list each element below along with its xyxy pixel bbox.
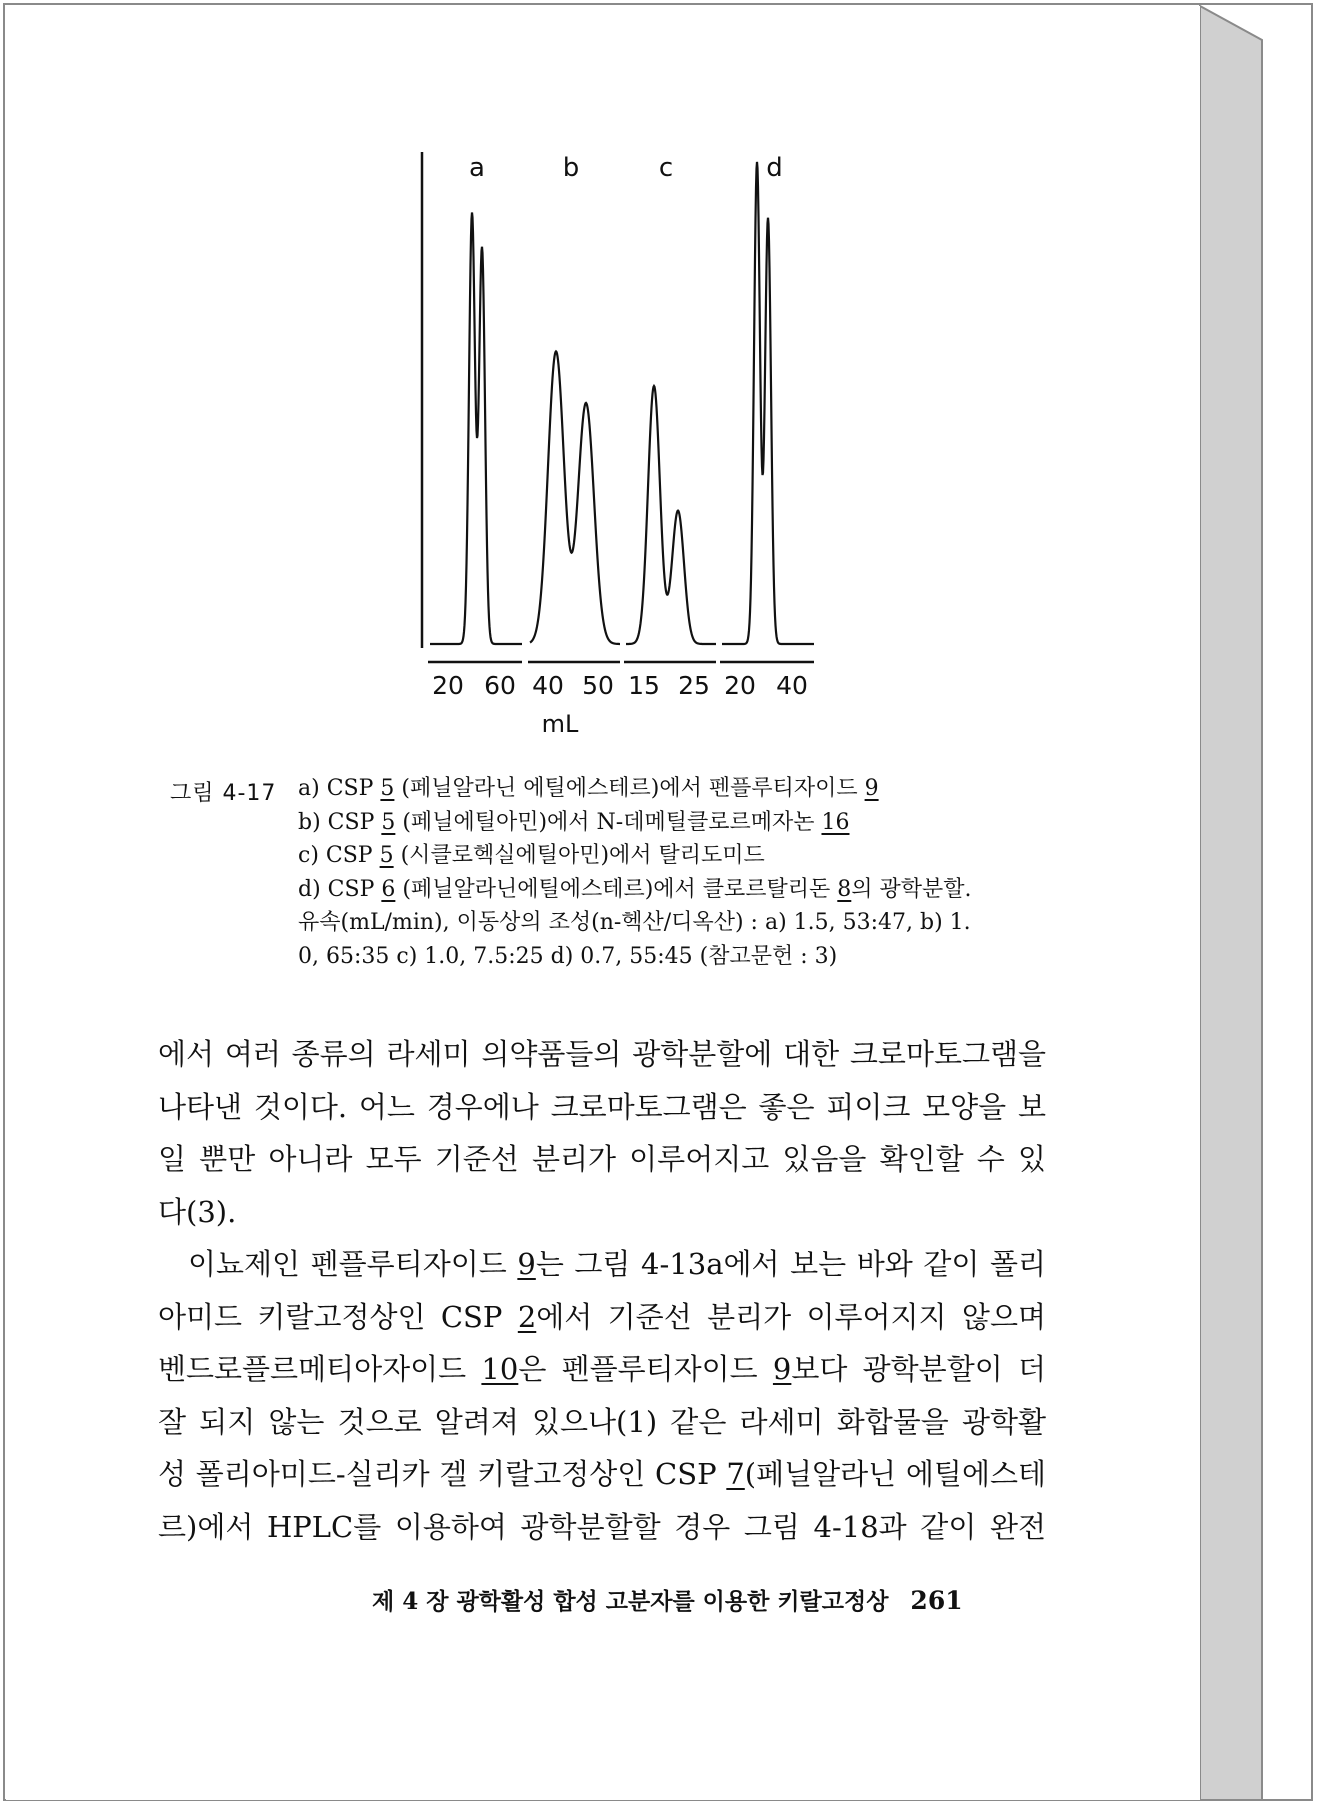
panel-label-b: b: [562, 153, 580, 183]
text-segment: 유속(mL/min), 이동상의 조성(n-헥산/디옥산) : a) 1.5, 53:47, b) 1.: [298, 910, 971, 935]
chapter-title: 제 4 장 광학활성 합성 고분자를 이용한 키랄고정상: [372, 1588, 889, 1615]
text-segment: 의 광학분할.: [851, 876, 972, 902]
compound-number: 5: [381, 809, 396, 835]
page-footer: [372, 1583, 963, 1616]
figure-caption: [298, 772, 1078, 973]
text-segment: (시클로헥실에틸아민)에서 탈리도미드: [393, 843, 765, 868]
text-segment: 아미드 키랄고정상인 CSP: [158, 1299, 518, 1334]
text-segment: c) CSP: [298, 843, 380, 868]
text-segment: 벤드로플르메티아자이드: [158, 1352, 482, 1386]
panel-label-a: a: [469, 153, 485, 183]
caption-line: [298, 806, 1078, 840]
compound-number: 2: [517, 1299, 537, 1334]
tick-label: 60: [484, 671, 516, 700]
text-segment: (페닐에틸아민)에서 N-데메틸클로르메자논: [395, 809, 822, 835]
body-line: [158, 1238, 1046, 1291]
caption-line: [298, 906, 1078, 940]
compound-number: 8: [837, 876, 852, 902]
panel-label-c: c: [658, 153, 674, 183]
body-line: [158, 1081, 1046, 1134]
text-segment: 르)에서 HPLC를 이용하여 광학분할할 경우 그림 4-18과 같이 완전: [158, 1509, 1046, 1544]
text-segment: 다(3).: [158, 1194, 237, 1229]
compound-number: 7: [726, 1457, 745, 1491]
text-segment: 에서 기준선 분리가 이루어지지 않으며: [536, 1299, 1046, 1334]
caption-line: [298, 940, 1078, 974]
compound-number: 9: [772, 1352, 792, 1386]
text-segment: 이뇨제인 펜플루티자이드: [188, 1247, 518, 1281]
text-segment: 잘 되지 않는 것으로 알려져 있으나(1) 같은 라세미 화합물을 광학활: [158, 1404, 1046, 1439]
tick-label: 20: [432, 671, 464, 700]
body-line: [158, 1291, 1046, 1344]
body-line: [158, 1501, 1046, 1554]
caption-line: [298, 873, 1078, 907]
body-line: [158, 1448, 1046, 1501]
text-segment: d) CSP: [298, 876, 382, 902]
tick-label: 25: [678, 671, 710, 700]
body-line: [158, 1186, 1046, 1239]
body-line: [158, 1028, 1046, 1081]
compound-number: 9: [864, 776, 879, 801]
text-segment: 에서 여러 종류의 라세미 의약품들의 광학분할에 대한 크로마토그램을: [158, 1037, 1046, 1071]
tick-label: 15: [628, 671, 660, 700]
figure-label: 그림 4-17: [170, 781, 277, 806]
text-segment: 는 그림 4-13a에서 보는 바와 같이 폴리: [535, 1247, 1047, 1281]
chromatogram-trace-a: [430, 213, 522, 645]
text-segment: 0, 65:35 c) 1.0, 7.5:25 d) 0.7, 55:45 (참고문헌 : 3): [298, 943, 838, 969]
compound-number: 10: [481, 1352, 519, 1386]
tick-label: 40: [532, 671, 564, 700]
body-line: [158, 1133, 1046, 1186]
text-segment: (페닐알라닌 에틸에스테르)에서 펜플루티자이드: [394, 776, 865, 801]
text-segment: b) CSP: [298, 809, 382, 835]
body-text: [158, 1028, 1046, 1553]
tick-label: 20: [724, 671, 756, 700]
text-segment: 나타낸 것이다. 어느 경우에나 크로마토그램은 좋은 피이크 모양을 보: [158, 1089, 1046, 1124]
compound-number: 5: [379, 843, 394, 868]
text-segment: 일 뿐만 아니라 모두 기준선 분리가 이루어지고 있음을 확인할 수 있: [158, 1142, 1046, 1176]
body-line: [158, 1396, 1046, 1449]
body-line: [158, 1343, 1046, 1396]
chromatogram-trace-d: [722, 162, 814, 644]
chromatogram-figure: [0, 0, 1200, 760]
compound-number: 16: [821, 809, 850, 835]
text-segment: a) CSP: [298, 776, 381, 801]
compound-number: 5: [380, 776, 395, 801]
panel-label-d: d: [766, 153, 783, 183]
x-axis-label: mL: [541, 710, 579, 738]
chromatogram-trace-c: [626, 386, 716, 644]
text-segment: 은 펜플루티자이드: [518, 1352, 773, 1386]
tick-label: 50: [582, 671, 614, 700]
chromatogram-trace-b: [530, 351, 620, 644]
page-number: 261: [910, 1586, 963, 1615]
caption-line: [298, 772, 1078, 806]
compound-number: 6: [381, 876, 396, 902]
text-segment: (페닐알라닌 에틸에스테: [744, 1457, 1046, 1491]
text-segment: (페닐알라닌에틸에스테르)에서 클로르탈리돈: [395, 876, 838, 902]
tick-label: 40: [776, 671, 808, 700]
text-segment: 성 폴리아미드-실리카 겔 키랄고정상인 CSP: [158, 1457, 727, 1491]
caption-line: [298, 839, 1078, 873]
text-segment: 보다 광학분할이 더: [791, 1352, 1046, 1386]
compound-number: 9: [517, 1247, 536, 1281]
